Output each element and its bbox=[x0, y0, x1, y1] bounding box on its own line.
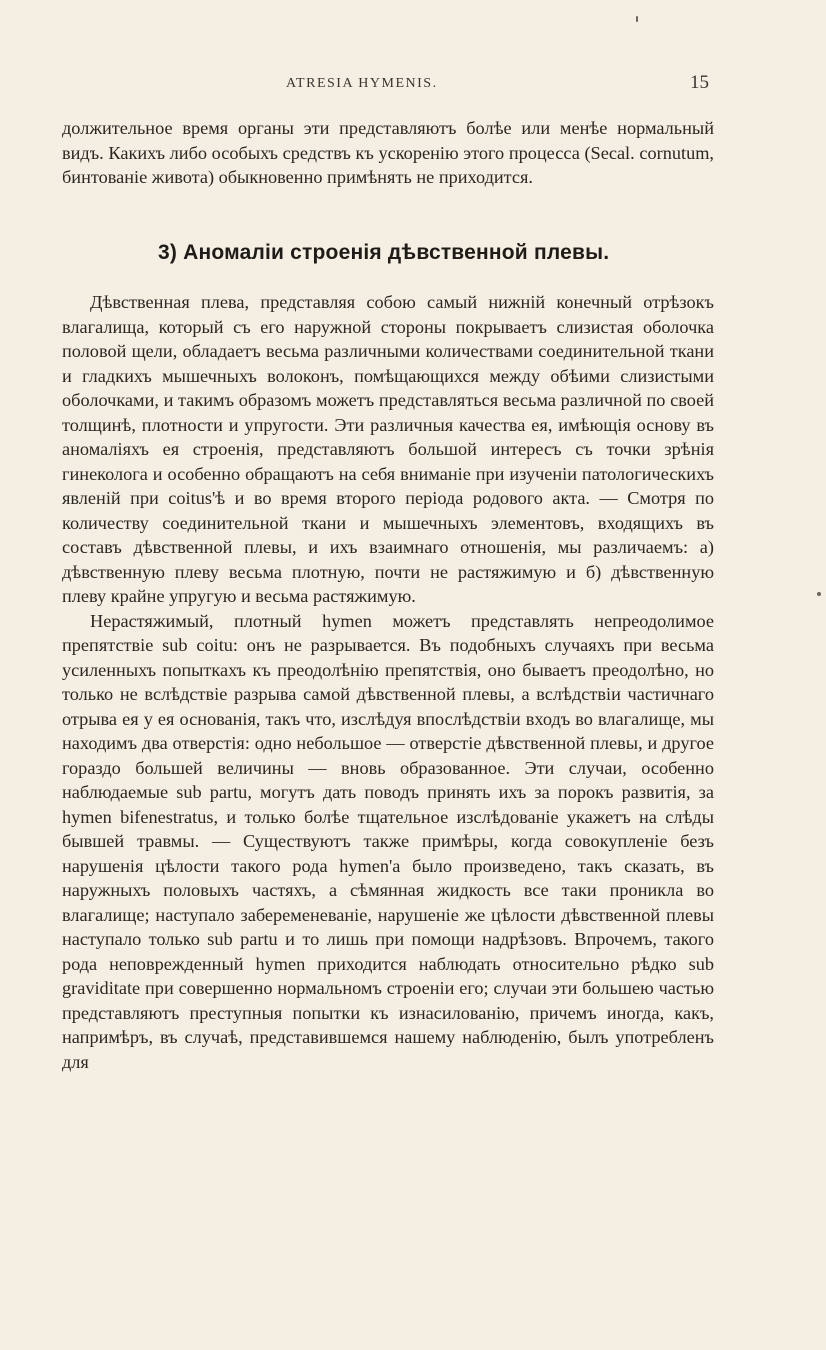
section-body bbox=[62, 290, 714, 1074]
opening-paragraph bbox=[62, 116, 714, 190]
paragraph: должительное время органы эти представляютъ болѣе или менѣе нормальный видъ. Какихъ либо особыхъ средствъ къ ускоренію этого процесса (Secal. cornutum, бинтованіе живота) обыкновенно примѣнять не приходится. bbox=[62, 118, 714, 187]
print-speck bbox=[636, 16, 638, 22]
page-number: 15 bbox=[690, 72, 709, 93]
section-heading: 3) Аномаліи строенія дѣвственной плевы. bbox=[158, 241, 610, 264]
paragraph: Дѣвственная плева, представляя собою самый нижній конечный отрѣзокъ влагалища, который съ его наружной стороны покрываетъ слизистая оболочка половой щели, обладаетъ весьма различными количествами соединительной ткани и гладкихъ мышечныхъ волоконъ, помѣщающихся между обѣими слизистыми оболочками, и такимъ образомъ можетъ представляться весьма различной по своей толщинѣ, плотности и упругости. Эти различныя качества ея, имѣющія основу въ аномаліяхъ ея строенія, представляютъ большой интересъ съ точки зрѣнія гинеколога и особенно обращаютъ на себя вниманіе при изученіи патологическихъ явленій при coitus'ѣ и во время второго періода родового акта. — Смотря по количеству соединительной ткани и мышечныхъ элементовъ, входящихъ въ составъ дѣвственной плевы, и ихъ взаимнаго отношенія, мы различаемъ: а) дѣвственную плеву весьма плотную, почти не растяжимую и б) дѣвственную плеву крайне упругую и весьма растяжимую. bbox=[62, 292, 714, 606]
print-speck bbox=[817, 592, 821, 596]
running-head: ATRESIA HYMENIS. bbox=[286, 76, 438, 91]
paragraph: Нерастяжимый, плотный hymen можетъ представлять непреодолимое препятствіе sub coitu: онъ не разрывается. Въ подобныхъ случаяхъ при весьма усиленныхъ попыткахъ къ преодолѣнію препятствія, оно бываетъ преодолѣно, но только не вслѣдствіе разрыва самой дѣвственной плевы, а вслѣдствіи частичнаго отрыва ея у ея основанія, такъ что, изслѣдуя впослѣдствіи входъ во влагалище, мы находимъ два отверстія: одно небольшое — отверстіе дѣвственной плевы, и другое гораздо большей величины — вновь образованное. Эти случаи, особенно наблюдаемые sub partu, могутъ дать поводъ принять ихъ за порокъ развитія, за hymen bifenestratus, и только болѣе тщательное изслѣдованіе укажетъ на слѣды бывшей травмы. — Существуютъ также примѣры, когда совокупленіе безъ нарушенія цѣлости такого рода hymen'а было произведено, такъ сказать, въ наружныхъ половыхъ частяхъ, а сѣмянная жидкость все таки проникла во влагалище; наступало забеременеваніе, нарушеніе же цѣлости дѣвственной плевы наступало только sub partu и то лишь при помощи надрѣзовъ. Впрочемъ, такого рода неповрежденный hymen приходится наблюдать относительно рѣдко sub graviditate при совершенно нормальномъ строеніи его; случаи эти большею частью представляютъ преступныя попытки къ изнасилованію, причемъ иногда, какъ, напримѣръ, въ случаѣ, представившемся нашему наблюденію, былъ употребленъ для bbox=[62, 610, 714, 1072]
